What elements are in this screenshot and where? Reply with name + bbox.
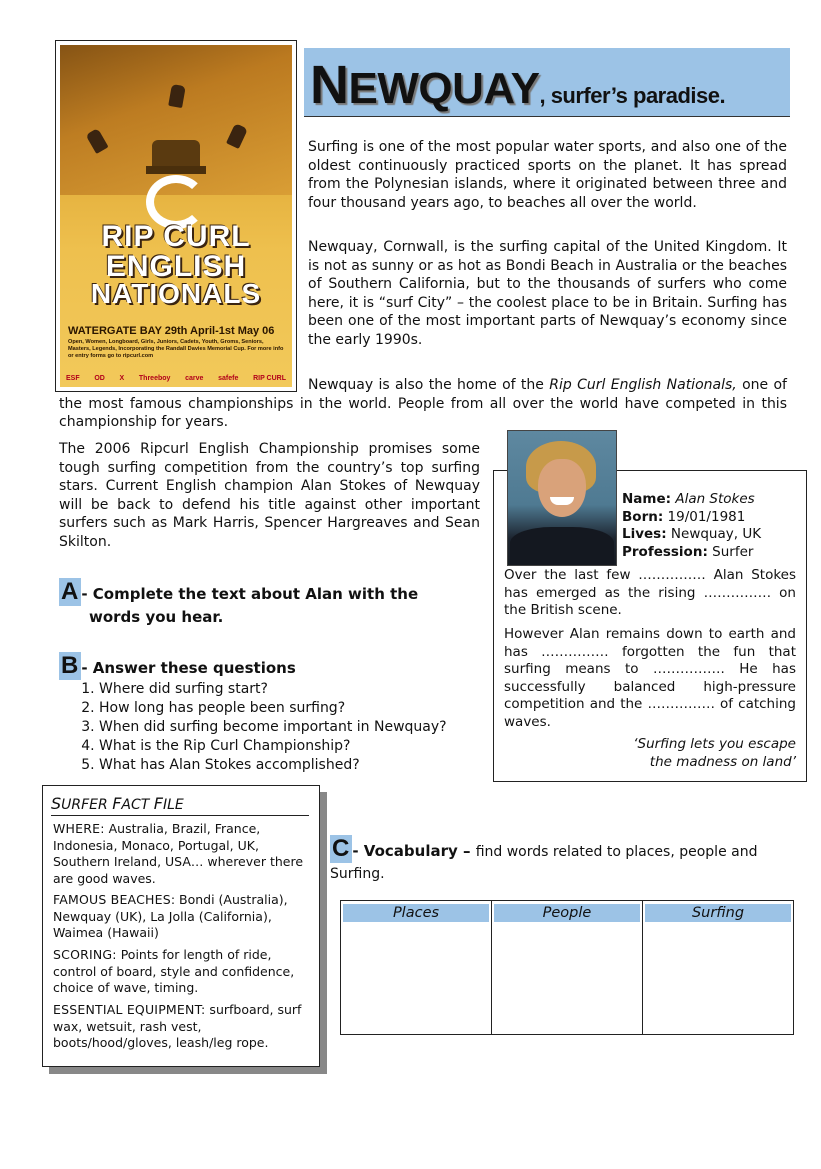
section-a-heading: - Complete the text about Alan with the [81,585,419,603]
section-c-letter: C [330,835,352,863]
poster-line-2: ENGLISH [105,250,247,283]
section-b-letter: B [59,652,81,680]
section-c-heading: - Vocabulary – [352,842,476,860]
section-a-letter: A [59,578,81,606]
vocab-header-people: People [494,904,640,922]
list-item: 1. Where did surfing start? [99,680,489,699]
sponsor-logo: safefe [218,375,239,382]
sponsor-logo: Threeboy [138,375,171,382]
page-subtitle: , surfer’s paradise. [539,83,726,108]
vocab-column-places[interactable] [341,901,492,1034]
profile-quote: ‘Surfing lets you escape the madness on land’ [633,736,796,770]
vocabulary-table [340,900,794,1035]
sponsor-logo: X [119,375,125,382]
fact-where: WHERE: Australia, Brazil, France, Indonesia, Monaco, Portugal, UK, Southern Ireland, USA… wherever there are good waves. [53,821,304,886]
poster-artwork [60,45,292,387]
section-c-instruction: find words related to places, people and Surfing. [330,844,758,882]
list-item: 4. What is the Rip Curl Championship? [99,737,489,756]
intro-paragraph-1: Surfing is one of the most popular water sports, and also one of the oldest continuously practiced sports on the planet. It has spread from the Polynesian islands, where it originated between three and four thousand years ago, to beaches all over the world. [308,139,787,211]
sponsor-logo: RIP CURL [253,375,286,382]
section-a-heading-2: words you hear. [89,608,224,626]
profile-name: Name: Alan Stokes [622,491,755,507]
fact-file-title: SURFER FACT FILE [51,794,309,816]
surfer-fact-file [42,785,320,1067]
profile-gap-text-1: Over the last few …………… Alan Stokes has emerged as the rising …………… on the British scene. [504,567,796,618]
fact-scoring: SCORING: Points for length of ride, control of board, style and confidence, choice of wave, timing. [53,947,295,995]
fact-beaches: FAMOUS BEACHES: Bondi (Australia), Newquay (UK), La Jolla (California), Waimea (Hawaii) [53,892,288,940]
profile-born: Born: 19/01/1981 [622,508,746,525]
list-item: 5. What has Alan Stokes accomplished? [99,756,489,775]
poster-dates: WATERGATE BAY 29th April-1st May 06 [68,325,275,337]
vocab-header-surfing: Surfing [645,904,791,922]
poster-line-1: RIP CURL [101,220,251,253]
crown-icon [152,140,200,170]
profile-profession: Profession: Surfer [622,543,754,560]
section-b [59,652,489,775]
sponsor-logo: OD [94,375,105,382]
rip-curl-poster [55,40,297,392]
vocab-header-places: Places [343,904,489,922]
poster-line-3: NATIONALS [90,278,262,309]
poster-small-print: Open, Women, Longboard, Girls, Juniors, Cadets, Youth, Groms, Seniors, Masters, Legends, Incorporating the Randall Davies Memorial Cup. For more info or entry forms go to ripcurl.com [68,339,284,359]
question-list [59,680,489,775]
profile-lives: Lives: Newquay, UK [622,526,762,542]
section-b-heading: - Answer these questions [81,659,296,677]
page-title: NEWQUAY, surfer’s paradise. [310,55,726,115]
section-c [330,835,795,885]
list-item: 2. How long has people been surfing? [99,699,489,718]
profile-gap-text-2: However Alan remains down to earth and has …………… forgotten the fun that surfing means to ……………. He has successfully balanced high-pressure competition and the …………… of catching waves. [504,626,796,730]
vocab-column-surfing[interactable] [643,901,793,1034]
alan-stokes-photo [507,430,617,566]
sponsor-logo: ESF [66,375,80,382]
profile-details [622,491,802,561]
intro-paragraph-3: Newquay is also the home of the Rip Curl English Nationals, one of the most famous championships in the world. People from all over the world have competed in this championship for years. [59,377,787,430]
vocab-column-people[interactable] [492,901,643,1034]
section-a [59,578,479,626]
intro-paragraph-4: The 2006 Ripcurl English Championship promises some tough surfing competition from the country’s top surfing stars. Current English champion Alan Stokes of Newquay will be back to defend his title against other important surfers such as Mark Harris, Spencer Hargreaves and Sean Skilton. [59,441,480,550]
list-item: 3. When did surfing become important in Newquay? [99,718,489,737]
title-banner [304,48,790,117]
sponsor-logo: carve [185,375,204,382]
intro-paragraph-2: Newquay, Cornwall, is the surfing capital of the United Kingdom. It is not as sunny or as hot as Bondi Beach in Australia or the beaches of Southern California, but to the thousands of surfers who come here, it is “surf City” – the coolest place to be in Britain. Surfing has been one of the most important parts of Newquay’s economy since the early 1990s. [308,239,787,348]
fact-equipment: ESSENTIAL EQUIPMENT: surfboard, surf wax, wetsuit, rash vest, boots/hood/gloves, leash/leg rope. [53,1002,302,1050]
